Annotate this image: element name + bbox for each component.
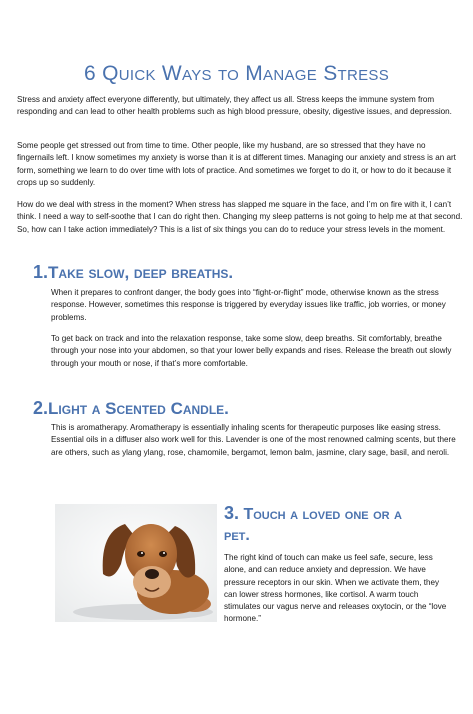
section-2-heading [33,398,229,419]
section-1-heading [33,262,233,283]
section-3-heading [224,503,402,524]
section-3-number: 3. [224,503,240,523]
section-2-paragraph-1: This is aromatherapy. Aromatherapy is essentially inhaling scents for therapeutic purposes like easing stress. Essential oils in a diffuser also work well for this. Lavender is one of the most renowned calming scents, but there are others, such as ylang ylang, rose, chamomile, bergamot, lemon balm, jasmine, clary sage, basil, and neroli. [51,423,456,457]
dog-illustration [55,504,217,622]
section-3-title-line-1: Touch a loved one or a [243,506,402,523]
section-1-number: 1. [33,262,49,282]
section-1-paragraph-2: To get back on track and into the relaxation response, take some slow, deep breaths. Sit comfortably, breathe through your nose into your abdomen, so that your lower belly expands and rises. Release the breath out slowly through your mouth or nose, if that’s more comfortable. [51,334,452,368]
section-1-paragraph-1: When it prepares to confront danger, the body goes into “fight-or-flight” mode, otherwise known as the stress response. However, sometimes this response is triggered by everyday issues like traffic, job worries, or money problems. [51,288,446,322]
dog-photo-icon [55,504,217,622]
section-2-number: 2. [33,398,49,418]
page-title: 6 Quick Ways to Manage Stress [83,62,390,85]
intro-paragraph-3: How do we deal with stress in the moment? When stress has slapped me square in the face, and I’m on fire with it, I can’t think. I need a way to self-soothe that I can do right then. Changing my sleep patterns is not going to help me at that second. So, how can I take action immediately? This is a list of six things you can do to reduce your stress levels in the moment. [17,200,463,234]
section-2-title: Light a Scented Candle. [48,399,229,418]
section-3-title-line-2: pet. [224,527,250,544]
intro-paragraph-2: Some people get stressed out from time to time. Other people, like my husband, are so stressed that they have no fingernails left. I know sometimes my anxiety is worse than it is at different times. Managing our anxiety and stress is an art form, something we learn to do over time with lots of practice. And sometimes we forget to do it, or how to do it because it crops up so suddenly. [17,141,456,187]
intro-paragraph-1: Stress and anxiety affect everyone differently, but ultimately, they affect us all. Stress keeps the immune system from responding and can lead to other health problems such as high blood pressure, obesity, digestive issues, and depression. [17,95,452,117]
section-1-title: Take slow, deep breaths. [48,263,234,282]
section-3-paragraph-1: The right kind of touch can make us feel safe, secure, less alone, and can reduce anxiety and depression. We have pressure receptors in our skin. When we activate them, they can lower stress hormones, like cortisol. A warm touch stimulates our vagus nerve and releases oxytocin, or the “love hormone.” [224,553,447,624]
